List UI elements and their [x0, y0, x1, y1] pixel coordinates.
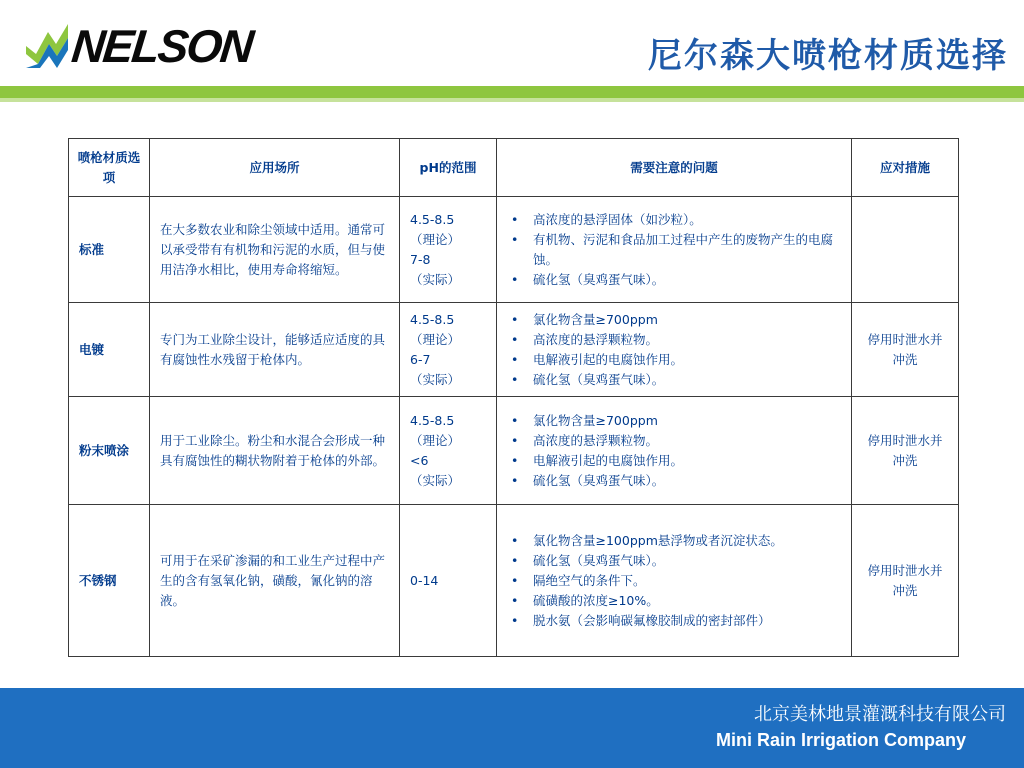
ph-line: 0-14	[410, 572, 439, 588]
issue-item: • 高浓度的悬浮固体（如沙粒）。	[507, 210, 841, 230]
ph-line: （理论）	[410, 331, 461, 347]
issue-item: • 脱水氨（会影响碳氟橡胶制成的密封部件）	[507, 611, 841, 631]
issues-list	[507, 411, 841, 491]
measures-cell: 停用时泄水并冲洗	[852, 303, 959, 397]
measures-cell: 停用时泄水并冲洗	[852, 505, 959, 657]
issue-item: • 硫磺酸的浓度≥10%。	[507, 591, 841, 611]
ph-line: <6	[410, 452, 429, 468]
header-material: 喷枪材质选项	[69, 139, 150, 197]
footer-band	[0, 688, 1024, 768]
ph-cell	[400, 197, 497, 303]
application-cell: 可用于在采矿渗漏的和工业生产过程中产生的含有氢氧化钠，磺酸，氰化钠的溶液。	[150, 505, 400, 657]
issues-cell	[497, 505, 852, 657]
ph-line: （理论）	[410, 432, 461, 448]
ph-line: （实际）	[410, 472, 461, 488]
ph-line: （实际）	[410, 371, 461, 387]
table-row	[69, 397, 959, 505]
header-issues: 需要注意的问题	[497, 139, 852, 197]
issue-item: • 硫化氢（臭鸡蛋气味）。	[507, 471, 841, 491]
ph-cell	[400, 397, 497, 505]
application-cell: 在大多数农业和除尘领域中适用。通常可以承受带有有机物和污泥的水质，但与使用洁净水相比，使用寿命将缩短。	[150, 197, 400, 303]
issue-item: • 高浓度的悬浮颗粒物。	[507, 330, 841, 350]
ph-line: 6-7	[410, 351, 431, 367]
company-name-cn: 北京美林地景灌溉科技有限公司	[754, 704, 1006, 725]
nelson-wave-icon	[26, 24, 68, 68]
header-application: 应用场所	[150, 139, 400, 197]
material-name: 标准	[69, 197, 150, 303]
material-name: 电镀	[69, 303, 150, 397]
issue-item: • 氯化物含量≥700ppm	[507, 411, 841, 431]
material-name: 粉末喷涂	[69, 397, 150, 505]
ph-line: 7-8	[410, 251, 431, 267]
issues-cell	[497, 197, 852, 303]
table-header-row	[69, 139, 959, 197]
material-selection-table	[68, 138, 959, 657]
application-cell: 用于工业除尘。粉尘和水混合会形成一种具有腐蚀性的糊状物附着于枪体的外部。	[150, 397, 400, 505]
ph-line: （实际）	[410, 271, 461, 287]
logo-text: NELSON	[69, 20, 255, 72]
measures-cell	[852, 197, 959, 303]
measures-cell: 停用时泄水并冲洗	[852, 397, 959, 505]
ph-cell	[400, 505, 497, 657]
nelson-logo	[26, 20, 255, 72]
table-row	[69, 505, 959, 657]
issue-item: • 隔绝空气的条件下。	[507, 571, 841, 591]
material-name: 不锈钢	[69, 505, 150, 657]
page-title: 尼尔森大喷枪材质选择	[648, 36, 1008, 76]
issue-item: • 有机物、污泥和食品加工过程中产生的废物产生的电腐蚀。	[507, 230, 841, 270]
ph-line: 4.5-8.5	[410, 311, 455, 327]
issue-item: • 电解液引起的电腐蚀作用。	[507, 451, 841, 471]
issues-list	[507, 310, 841, 390]
header-divider-band	[0, 86, 1024, 98]
ph-cell	[400, 303, 497, 397]
table-row	[69, 303, 959, 397]
issue-item: • 高浓度的悬浮颗粒物。	[507, 431, 841, 451]
issues-list	[507, 210, 841, 290]
issue-item: • 电解液引起的电腐蚀作用。	[507, 350, 841, 370]
issue-item: • 硫化氢（臭鸡蛋气味）。	[507, 551, 841, 571]
issues-cell	[497, 397, 852, 505]
ph-line: 4.5-8.5	[410, 211, 455, 227]
ph-line: （理论）	[410, 231, 461, 247]
issue-item: • 硫化氢（臭鸡蛋气味）。	[507, 370, 841, 390]
header-measures: 应对措施	[852, 139, 959, 197]
issue-item: • 硫化氢（臭鸡蛋气味）。	[507, 270, 841, 290]
issues-cell	[497, 303, 852, 397]
header-ph-range: pH的范围	[400, 139, 497, 197]
company-name-en: Mini Rain Irrigation Company	[715, 730, 966, 750]
header-divider-band-light	[0, 98, 1024, 102]
table-row	[69, 197, 959, 303]
application-cell: 专门为工业除尘设计，能够适应适度的具有腐蚀性水残留于枪体内。	[150, 303, 400, 397]
issue-item: • 氯化物含量≥700ppm	[507, 310, 841, 330]
issues-list	[507, 531, 841, 631]
issue-item: • 氯化物含量≥100ppm悬浮物或者沉淀状态。	[507, 531, 841, 551]
ph-line: 4.5-8.5	[410, 412, 455, 428]
